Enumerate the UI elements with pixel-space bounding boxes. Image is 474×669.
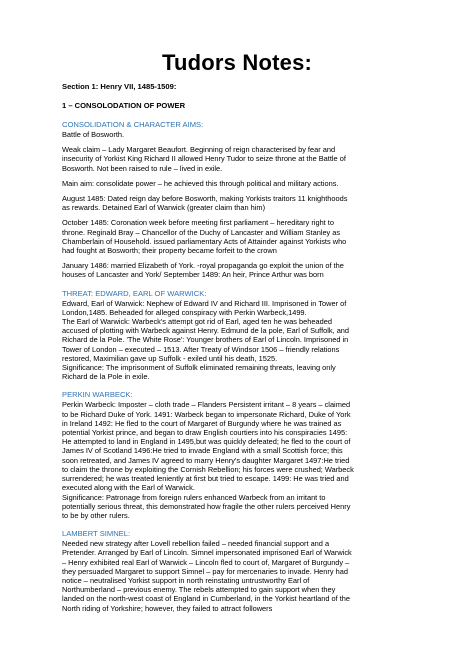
paragraph [62, 194, 412, 212]
text-line: He attempted to land in England in 1495,but was quickly defeated; he fled to the court of [62, 437, 351, 447]
text-line: James IV of Scotland 1496:He tried to invade England with a small Scottish force; this [62, 446, 343, 456]
text-line: Pretender. Arranged by Earl of Lincoln. Simnel impersonated imprisoned Earl of Warwick [62, 548, 352, 558]
text-line: to claim the throne by exploiting the Cornish Rebellion; his forces were crushed; Warbeck [62, 464, 354, 474]
text-line: Battle of Bosworth. [62, 130, 125, 139]
paragraph [62, 539, 412, 613]
text-line: potential Yorkist prince, and began to draw English courtiers into his conspiracies 1495: [62, 428, 348, 438]
text-line: Perkin Warbeck: Imposter – cloth trade – Flanders Persistent irritant – 8 years – claimed [62, 400, 351, 410]
paragraph [62, 179, 412, 188]
text-line: The Earl of Warwick: Warbeck's attempt got rid of Earl, aged ten he was beheaded [62, 317, 332, 327]
paragraph [62, 145, 412, 173]
text-line: August 1485: Dated reign day before Bosworth, making Yorkists traitors 11 knighthoods [62, 194, 348, 204]
paragraph [62, 261, 412, 279]
text-line: throne. Reginald Bray – Chancellor of the Duchy of Lancaster and William Stanley as [62, 227, 341, 237]
text-line: Richard de la Pole in exile. [62, 372, 150, 382]
text-line: Edward, Earl of Warwick: Nephew of Edward IV and Richard III. Imprisoned in Tower of [62, 298, 347, 308]
text-line: soon retreated, and James IV agreed to marry Henry's daughter Margaret 1497:He tried [62, 455, 350, 465]
text-line: Chamberlain of Household. issued parliamentary Acts of Attainder against Yorkists who [62, 236, 347, 246]
section-label: Section 1: Henry VII, 1485-1509: [62, 82, 177, 91]
text-line: surrendered; he was treated leniently at first but tried to escape. 1499: He was tried and [62, 474, 349, 484]
text-line: insecurity of Yorkist King Richard II allowed Henry Tudor to seize throne at the Battle of [62, 154, 346, 164]
text-line: North riding of Yorkshire; however, they failed to attract followers [62, 603, 273, 613]
section-heading: LAMBERT SIMNEL: [62, 529, 131, 539]
text-line: executed along with the Earl of Warwick. [62, 483, 195, 493]
text-line: notice – neutralised Yorkist support in north reinstating untrustworthy Earl of [62, 575, 310, 585]
text-line: Needed new strategy after Lovell rebellion failed – needed financial support and a [62, 539, 330, 549]
text-line: Bosworth. Not been raised to rule – lived in exile. [62, 163, 223, 173]
text-line: restored, Maximilian gave up Suffolk - exiled until his death, 1525. [62, 353, 278, 363]
text-line: – Henry exhibited real Earl of Warwick – Lincoln fled to court of, Margaret of Burgundy – [62, 557, 350, 567]
paragraph [62, 130, 412, 139]
section-heading: CONSOLIDATION & CHARACTER AIMS: [62, 120, 204, 129]
text-line: to be Richard Duke of York. 1491: Warbeck began to impersonate Richard, Duke of York [62, 409, 351, 419]
text-line: Tower of London – executed – 1513. After Treaty of Windsor 1506 – friendly relations [62, 344, 340, 354]
text-line: had fought at Bosworth; their property became forfeit to the crown [62, 246, 277, 256]
text-line: London,1485. Beheaded for alleged conspiracy with Perkin Warbeck,1499. [62, 307, 307, 317]
text-line: houses of Lancaster and York/ September 1489: An heir, Prince Arthur was born [62, 270, 324, 280]
text-line: as rewards. Detained Earl of Warwick (greater claim than him) [62, 203, 266, 213]
page-title: Tudors Notes: [161, 50, 313, 75]
text-line: January 1486: married Elizabeth of York. -royal propaganda go exploit the union of the [62, 261, 344, 271]
text-line: landed on the north-west coast of England in Cumberland, in the Yorkist heartland of the [62, 594, 351, 604]
text-line: Main aim: consolidate power – he achieved this through political and military actions. [62, 178, 339, 188]
text-line: October 1485: Coronation week before meeting first parliament – hereditary right to [62, 218, 334, 228]
text-line: Richard de la Pole. 'The White Rose': Younger brothers of Earl of Lincoln. Imprisoned in [62, 335, 349, 345]
notes-body [62, 120, 412, 613]
paragraph [62, 218, 412, 255]
section-heading: PERKIN WARBECK: [62, 390, 133, 400]
text-line: to be by other rulers. [62, 510, 130, 520]
text-line: Significance: Patronage from foreign rulers enhanced Warbeck from an irritant to [62, 492, 326, 502]
subsection-label: 1 – CONSOLODATION OF POWER [62, 101, 186, 110]
section-heading: THREAT: EDWARD, EARL OF WARWICK: [62, 288, 207, 298]
text-line: accused of plotting with Warbeck against Henry. Edmund de la pole, Earl of Suffolk, and [62, 326, 350, 336]
text-line: Weak claim – Lady Margaret Beaufort. Beginning of reign characterised by fear and [62, 145, 336, 155]
text-line: Significance: The imprisonment of Suffolk eliminated remaining threats, leaving only [62, 363, 336, 373]
text-line: Northumberland – previous enemy. The rebels attempted to gain support when they [62, 585, 336, 595]
text-line: they persuaded Margaret to support Simnel – pay for mercenaries to invade. Henry had [62, 566, 348, 576]
text-line: in Ireland 1492: He fled to the court of Margaret of Burgundy where he was trained as [62, 418, 342, 428]
paragraph [62, 299, 412, 382]
paragraph [62, 400, 412, 520]
text-line: potentially serious threat, this demonstrated how fragile the other rulers perceived Henry [62, 501, 351, 511]
